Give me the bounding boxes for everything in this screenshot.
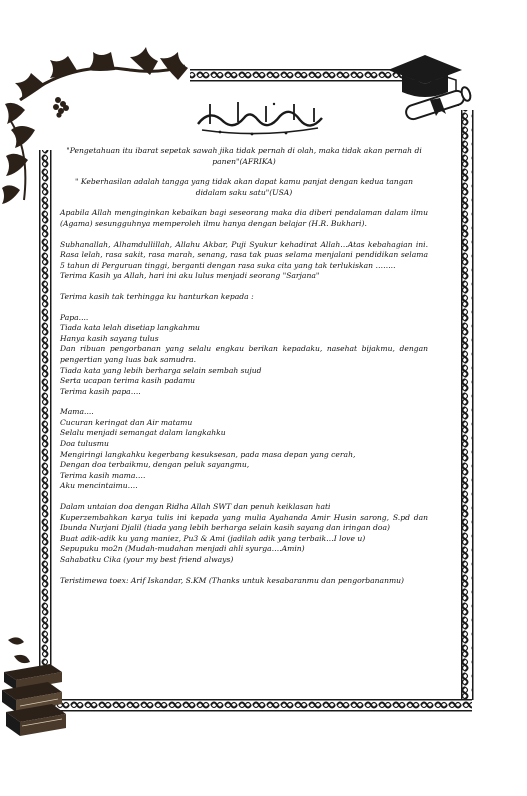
papa-line: Tiada kata yang lebih berharga selain sembah sujud — [60, 365, 262, 375]
hadith-paragraph: Apabila Allah menginginkan kebaikan bagi seseorang maka dia diberi pendalaman dalam ilmu (Agama) sesungguhnya memperoleh ilmu hanya dengan belajar (H.R. Bukhari). — [60, 208, 428, 228]
papa-section — [60, 313, 428, 398]
dedication-line: Buat adik-adik ku yang maniez, Pu3 & Ami (jadilah adik yang terbaik…I love u) — [60, 533, 366, 543]
dedication-line: Sepupuku mo2n (Mudah-mudahan menjadi ahli syurga….Amin) — [60, 544, 305, 554]
quote-usa: " Keberhasilan adalah tangga yang tidak akan dapat kamu panjat dengan kedua tangan didalam saku satu"(USA) — [75, 177, 413, 197]
stacked-books-icon — [2, 664, 66, 736]
dedication-line: Kuperzembahkan karya tulis ini kepada yang mulia Ayahanda Amir Husin sarong, S.pd dan Ibunda Nurjani Djalil (tiada yang lebih berharga selain kasih sayang dan iringan doa) — [60, 512, 428, 533]
papa-line: Hanya kasih sayang tulus — [60, 333, 159, 343]
mama-line: Aku mencintaimu…. — [60, 481, 138, 491]
papa-line: Tiada kata lelah disetiap langkahmu — [60, 323, 200, 333]
mama-heading: Mama.... — [60, 407, 94, 417]
papa-heading: Papa.... — [60, 312, 89, 322]
mama-line: Doa tulusmu — [60, 439, 109, 449]
quote-afrika: "Pengetahuan itu ibarat sepetak sawah jika tidak pernah di olah, maka tidak akan pernah di panen"(AFRIKA) — [66, 146, 422, 166]
special-dedication: Teristimewa toex: Arif Iskandar, S.KM (Thanks untuk kesabaranmu dan pengorbananmu) — [60, 575, 405, 585]
dedication-line: Dalam untaian doa dengan Ridha Allah SWT dan penuh keiklasan hati — [60, 502, 331, 512]
mama-line: Cucuran keringat dan Air matamu — [60, 417, 193, 427]
ivy-leaves-icon — [8, 637, 30, 663]
svg-text:بسم الله الرحمن الرحيم: بسم الله الرحمن الرحيم — [260, 136, 271, 137]
bottom-border-chain — [42, 700, 472, 710]
right-border-chain — [462, 110, 472, 700]
mama-section — [60, 407, 428, 492]
dedication-section — [60, 502, 428, 566]
papa-line: Dan ribuan pengorbanan yang selalu engkau berikan kepadaku, nasehat bijakmu, dengan pengertian yang luas bak samudra. — [60, 344, 428, 364]
letter-content — [60, 140, 428, 586]
basmalah-calligraphy-icon — [190, 98, 330, 138]
mama-line: Mengiringi langkahku kegerbang kesuksesan, pada masa depan yang cerah, — [60, 449, 356, 459]
dedication-line: Sahabatku Cika (your my best friend always) — [60, 555, 234, 564]
papa-line: Serta ucapan terima kasih padamu — [60, 376, 196, 386]
mama-line: Terima kasih mama…. — [60, 470, 146, 480]
gratitude-closing: Terima Kasih ya Allah, hari ini aku lulus menjadi seorang "Sarjana" — [60, 271, 320, 281]
gratitude-paragraph: Subhanallah, Alhamdullillah, Allahu Akbar, Puji Syukur kehadirat Allah…Atas kebahagian ini. Rasa lelah, rasa sakit, rasa marah, senang, rasa tak puas selama menjalani pendidikan selama 5 tahun di Perguruan tinggi, berganti dengan rasa suka cita yang tak terlukiskan …….. — [60, 239, 428, 270]
thanks-intro: Terima kasih tak terhingga ku hanturkan kepada : — [60, 291, 254, 301]
papa-line: Terima kasih papa…. — [60, 386, 141, 396]
mama-line: Dengan doa terbaikmu, dengan peluk sayangmu, — [60, 460, 250, 470]
left-border-chain — [40, 150, 50, 670]
mama-line: Selalu menjadi semangat dalam langkahku — [60, 428, 226, 438]
